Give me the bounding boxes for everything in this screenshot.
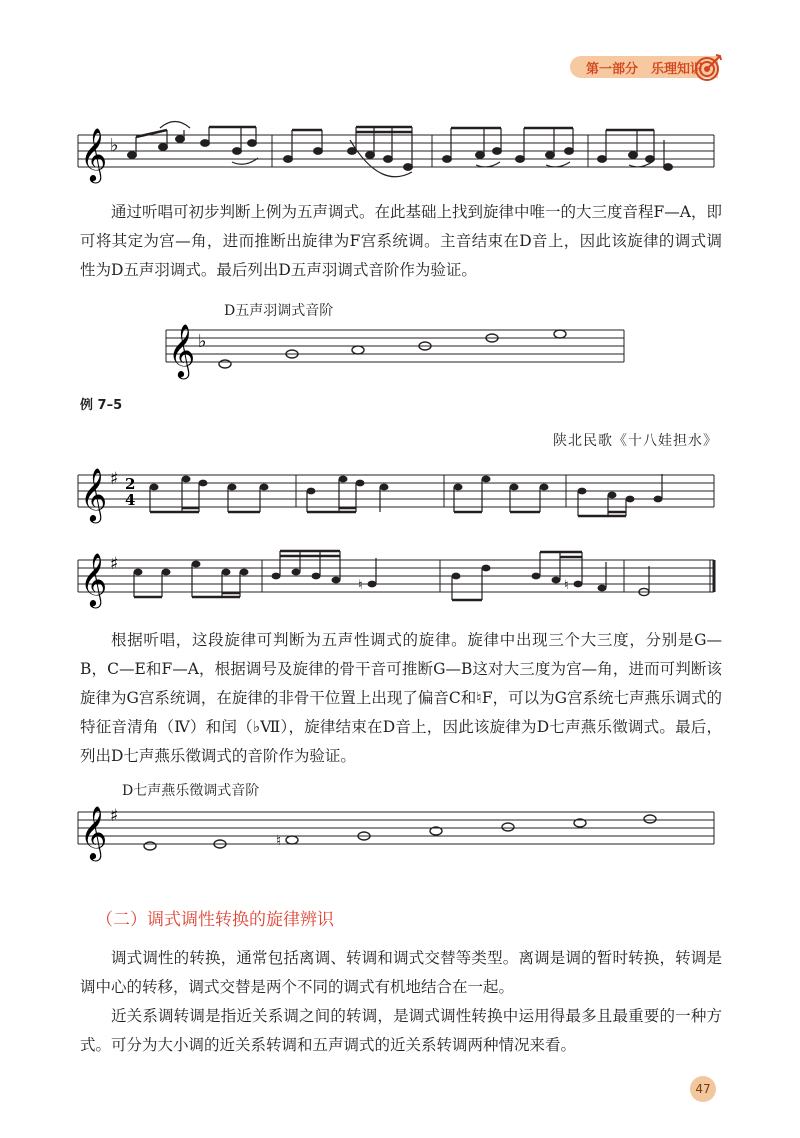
time-signature-bottom: 4 [125,491,136,509]
paragraph-2: 根据听唱，这段旋律可判断为五声性调式的旋律。旋律中出现三个大三度，分别是G—B，C—E和F—A，根据调号及旋律的骨干音可推断G—B这对大三度为宫—角，进而可判断该旋律为G宫系统调，在旋律的非骨干位置上出现了偏音C和♮F，可以为G宫系统七声燕乐调式的特征音清角（Ⅳ）和闰（♭Ⅶ），旋律结束在D音上，因此该旋律为D七声燕乐徵调式。最后，列出D七声燕乐徵调式的音阶作为验证。 [80,631,722,765]
scale-1-title: D五声羽调式音阶 [224,303,334,319]
svg-text:♯: ♯ [110,806,119,826]
svg-text:𝄞: 𝄞 [168,323,196,377]
svg-text:♮: ♮ [564,578,569,593]
target-icon [694,52,724,82]
scale-2-title: D七声燕乐徵调式音阶 [122,783,260,799]
svg-text:♭: ♭ [198,331,207,352]
example-label: 例 7–5 [80,398,123,413]
svg-text:♮: ♮ [276,833,282,849]
svg-text:♯: ♯ [110,554,119,574]
svg-text:♯: ♯ [110,469,119,489]
section-heading: （二）调式调性转换的旋律辨识 [96,910,334,930]
svg-text:𝄞: 𝄞 [80,552,108,606]
song-source: 陕北民歌《十八娃担水》 [553,433,718,449]
svg-text:𝄞: 𝄞 [80,805,108,859]
paragraph-4: 近关系调转调是指近关系调之间的转调，是调式调性转换中运用得最多且最重要的一种方式。可分为大小调的近关系转调和五声调式的近关系转调两种情况来看。 [80,1007,722,1054]
time-signature-top: 2 [125,475,136,493]
svg-text:𝄞: 𝄞 [80,467,108,521]
svg-text:♮: ♮ [358,578,363,593]
svg-text:𝄞: 𝄞 [80,127,108,181]
paragraph-3: 调式调性的转换，通常包括离调、转调和调式交替等类型。离调是调的暂时转换，转调是调中心的转移，调式交替是两个不同的调式有机地结合在一起。 [80,949,722,996]
svg-text:♭: ♭ [110,135,119,156]
paragraph-1: 通过听唱可初步判断上例为五声调式。在此基础上找到旋律中唯一的大三度音程F—A，即可将其定为宫—角，进而推断出旋律为F宫系统调。主音结束在D音上，因此该旋律的调式调性为D五声羽调式。最后列出D五声羽调式音阶作为验证。 [80,203,722,279]
page-number: 47 [690,1076,716,1102]
section-tab-label: 第一部分 乐理知识 [586,62,704,77]
